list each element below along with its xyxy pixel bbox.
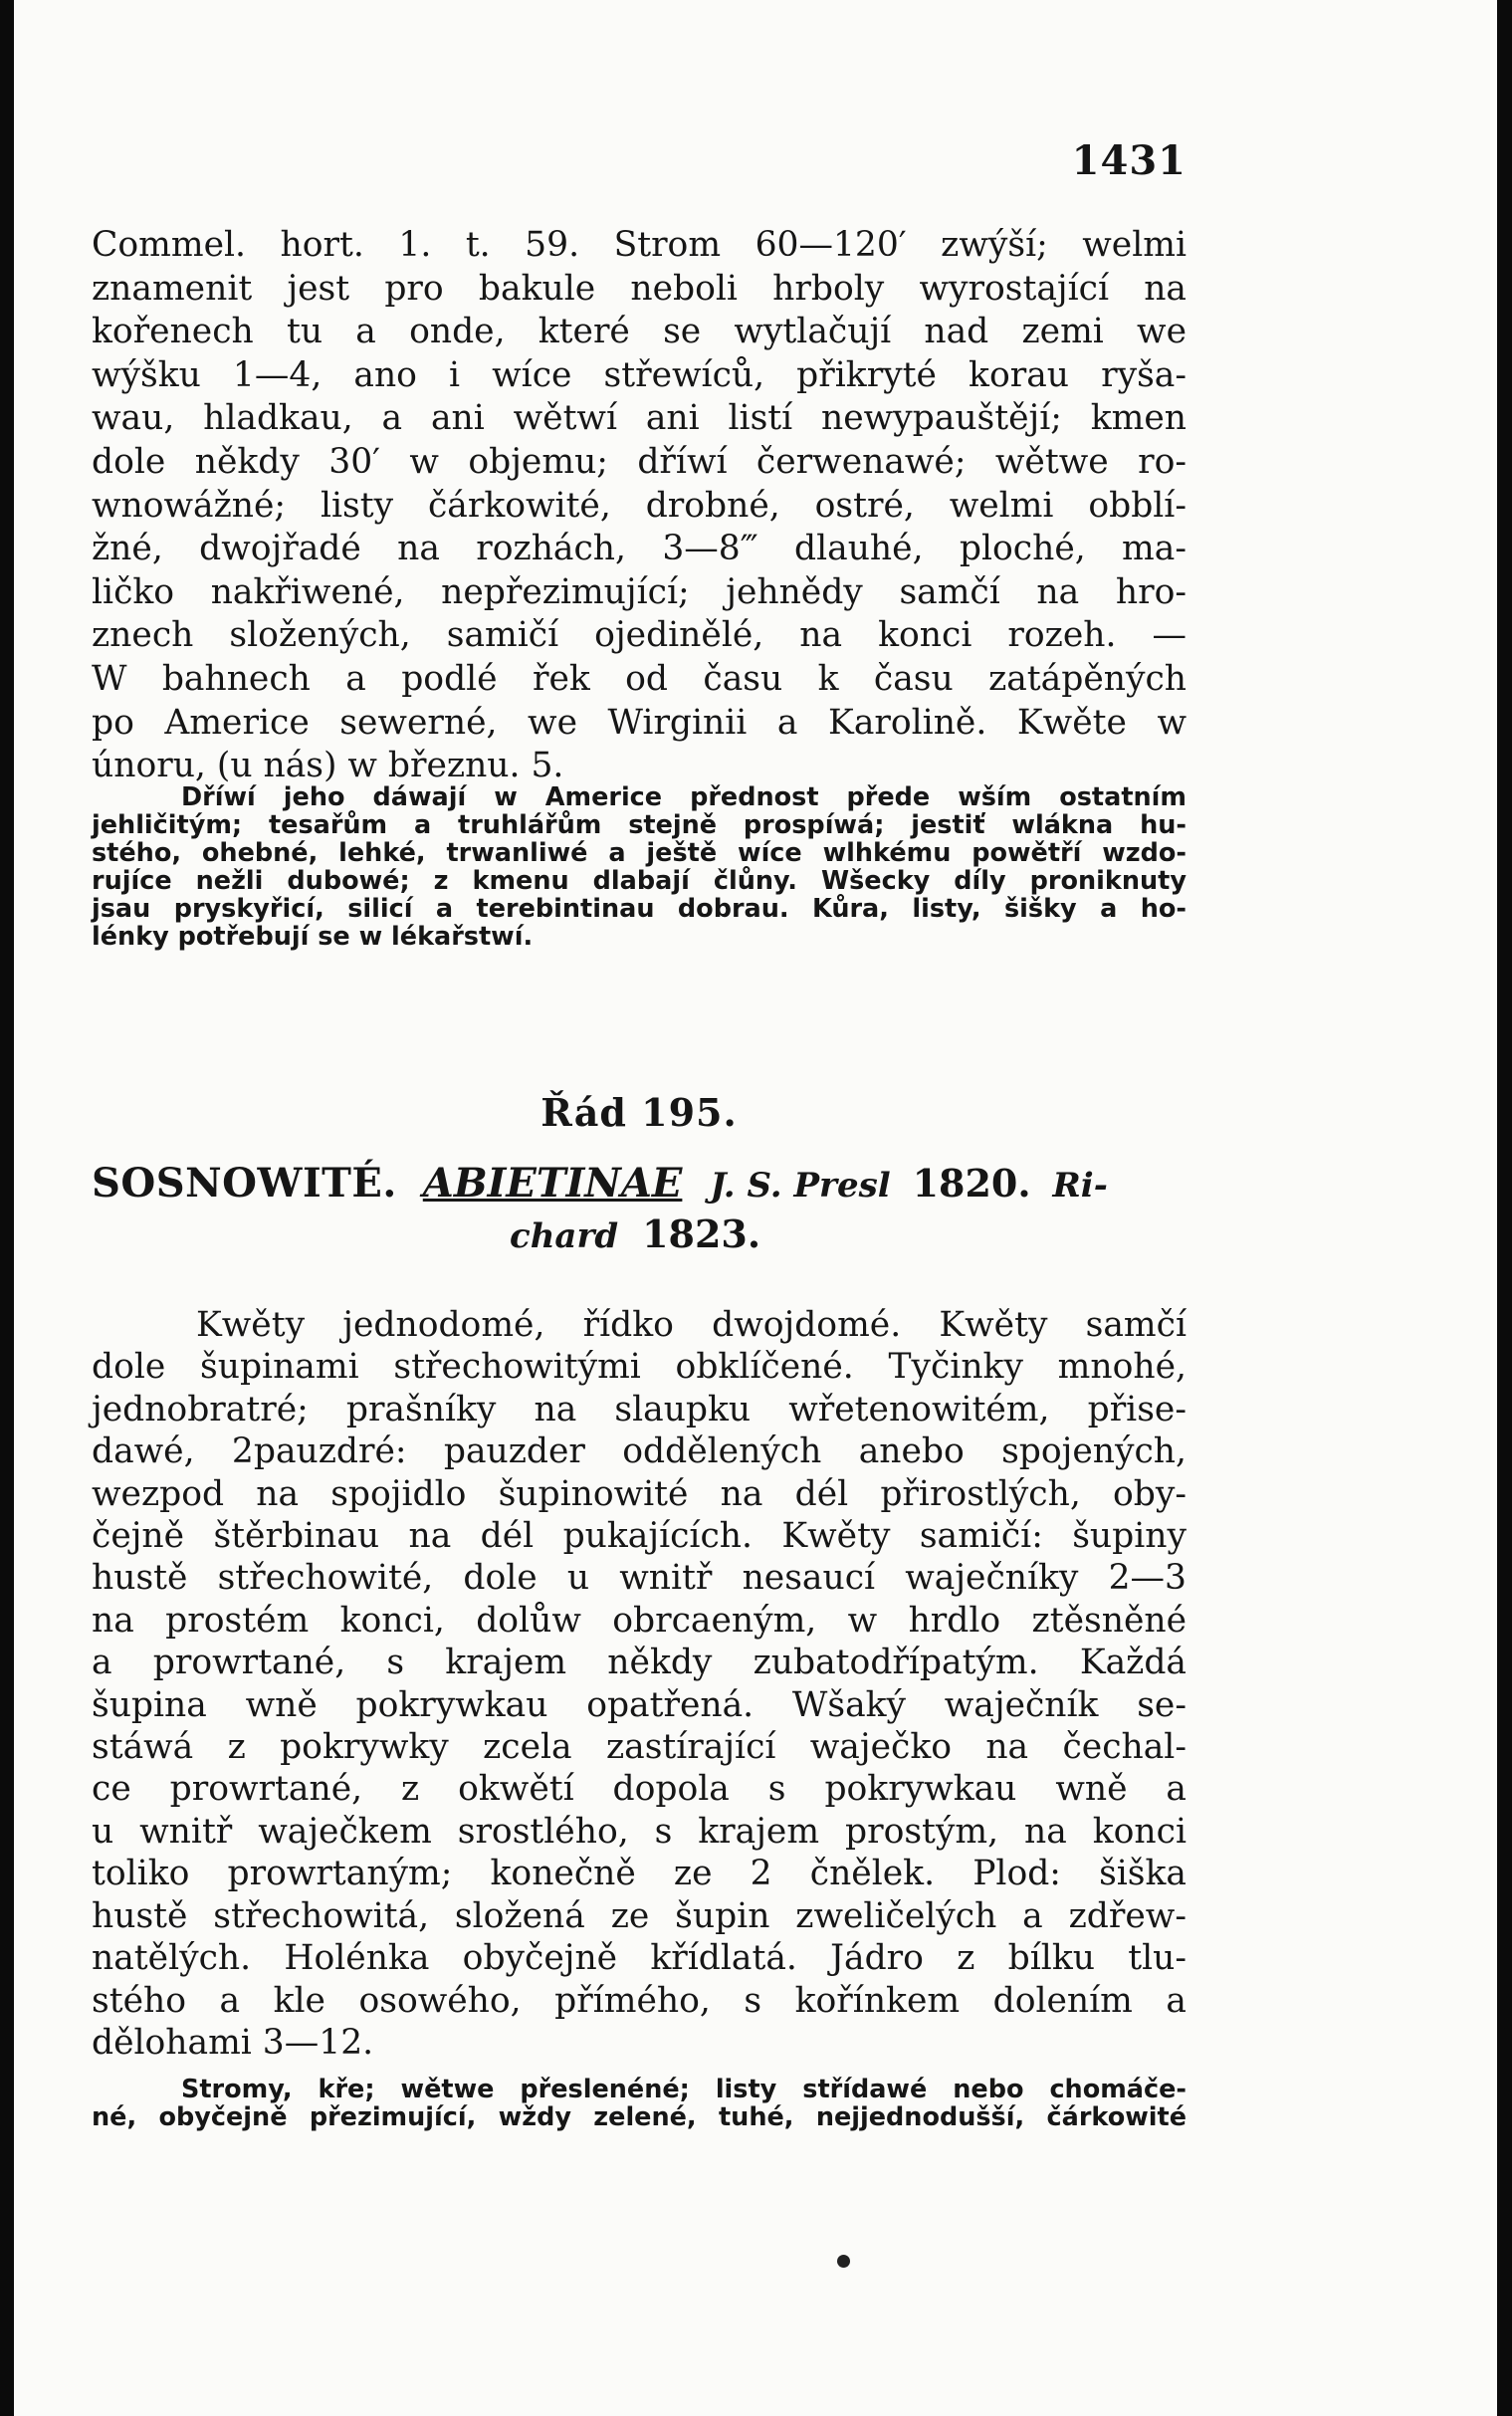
family-name-czech: SOSNOWITÉ. bbox=[92, 1160, 397, 1207]
text-line: po Americe sewerné, we Wirginii a Karolině. Kwěte w bbox=[92, 702, 1187, 743]
text-line: dole šupinami střechowitými obklíčené. Tyčinky mnohé, bbox=[92, 1347, 1187, 1388]
family-author-1: J. S. Presl bbox=[710, 1166, 891, 1206]
text-line: W bahnech a podlé řek od času k času zatápěných bbox=[92, 658, 1187, 699]
family-author-2b: chard bbox=[510, 1216, 619, 1256]
text-line: jednobratré; prašníky na slaupku wřetenowitém, přise- bbox=[92, 1389, 1187, 1429]
text-line: Stromy, kře; wětwe přeslenéné; listy střídawé nebo chomáče- bbox=[181, 2075, 1187, 2104]
text-line: stého a kle osowého, přímého, s kořínkem dolením a bbox=[92, 1980, 1187, 2021]
family-heading bbox=[92, 1160, 1187, 1257]
text-line: hustě střechowité, dole u wnitř nesaucí waječníky 2—3 bbox=[92, 1558, 1187, 1599]
order-heading: Řád 195. bbox=[540, 1090, 738, 1135]
text-line: u wnitř waječkem srostlého, s krajem prostým, na konci bbox=[92, 1811, 1187, 1852]
text-line: žné, dwojřadé na rozhách, 3—8‴ dlauhé, ploché, ma- bbox=[92, 529, 1187, 569]
text-line: Kwěty jednodomé, řídko dwojdomé. Kwěty samčí bbox=[196, 1305, 1187, 1345]
text-line: a prowrtané, s krajem někdy zubatodřípatým. Každá bbox=[92, 1643, 1187, 1683]
text-line: stého, ohebné, lehké, trwanliwé a ještě wíce wlhkému powětří wzdo- bbox=[92, 838, 1187, 868]
paragraph-family-habit bbox=[92, 2076, 1187, 2131]
paragraph-species-description bbox=[92, 224, 1187, 788]
text-line: šupina wně pokrywkau opatřená. Wšaký waječník se- bbox=[92, 1684, 1187, 1725]
family-year-2: 1823. bbox=[642, 1211, 761, 1256]
text-line: né, obyčejně přezimující, wždy zelené, tuhé, nejjednodušší, čárkowité bbox=[92, 2102, 1187, 2132]
family-name-latin: ABIETINAE bbox=[422, 1160, 683, 1207]
text-line: znamenit jest pro bakule neboli hrboly wyrostající na bbox=[92, 268, 1187, 309]
text-line: natělých. Holénka obyčejně křídlatá. Jádro z bílku tlu- bbox=[92, 1938, 1187, 1979]
text-line: wau, hladkau, a ani wětwí ani listí newypauštějí; kmen bbox=[92, 398, 1187, 439]
text-line: dělohami 3—12. bbox=[92, 2022, 374, 2063]
text-line: stáwá z pokrywky zcela zastírající waječko na čechal- bbox=[92, 1727, 1187, 1768]
text-line: znech složených, samičí ojedinělé, na konci rozeh. — bbox=[92, 615, 1187, 656]
text-line: wýšku 1—4, ano i wíce střewíců, přikryté korau ryša- bbox=[92, 354, 1187, 395]
text-line: ce prowrtané, z okwětí dopola s pokrywkau wně a bbox=[92, 1769, 1187, 1810]
book-page bbox=[14, 0, 1497, 2416]
text-line: hustě střechowitá, složená ze šupin zweličelých a zdřew- bbox=[92, 1895, 1187, 1936]
ink-speck bbox=[837, 2255, 850, 2268]
text-line: wezpod na spojidlo šupinowité na dél přirostlých, oby- bbox=[92, 1473, 1187, 1514]
page-number: 1431 bbox=[1071, 137, 1187, 184]
text-line: Dříwí jeho dáwají w Americe přednost přede wším ostatním bbox=[181, 782, 1187, 812]
text-line: rujíce nežli dubowé; z kmenu dlabají člůny. Wšecky díly proniknuty bbox=[92, 866, 1187, 896]
text-line: ličko nakřiwené, nepřezimující; jehnědy samčí na hro- bbox=[92, 571, 1187, 612]
text-line: Commel. hort. 1. t. 59. Strom 60—120′ zwýší; welmi bbox=[92, 225, 1187, 265]
text-line: toliko prowrtaným; konečně ze 2 čnělek. Plod: šiška bbox=[92, 1854, 1187, 1894]
text-line: jehličitým; tesařům a truhlářům stejně prospíwá; jestiť wlákna hu- bbox=[92, 810, 1187, 840]
paragraph-family-description bbox=[92, 1304, 1187, 2064]
text-line: dole někdy 30′ w objemu; dříwí čerwenawé; wětwe ro- bbox=[92, 441, 1187, 482]
family-author-2a: Ri- bbox=[1052, 1166, 1108, 1206]
text-line: lénky potřebují se w lékařstwí. bbox=[92, 922, 534, 952]
family-year-1: 1820. bbox=[912, 1161, 1031, 1206]
text-line: jsau pryskyřicí, silicí a terebintinau dobrau. Kůra, listy, šišky a ho- bbox=[92, 894, 1187, 924]
paragraph-wood-uses bbox=[92, 783, 1187, 951]
text-line: na prostém konci, dolůw obrcaeným, w hrdlo ztěsněné bbox=[92, 1600, 1187, 1641]
text-line: dawé, 2pauzdré: pauzder oddělených anebo spojených, bbox=[92, 1431, 1187, 1472]
text-line: únoru, (u nás) w březnu. 5. bbox=[92, 746, 564, 786]
text-line: čejně štěrbinau na dél pukajících. Kwěty samičí: šupiny bbox=[92, 1516, 1187, 1557]
text-line: wnowážné; listy čárkowité, drobné, ostré, welmi obblí- bbox=[92, 485, 1187, 526]
text-line: kořenech tu a onde, které se wytlačují nad zemi we bbox=[92, 312, 1187, 352]
